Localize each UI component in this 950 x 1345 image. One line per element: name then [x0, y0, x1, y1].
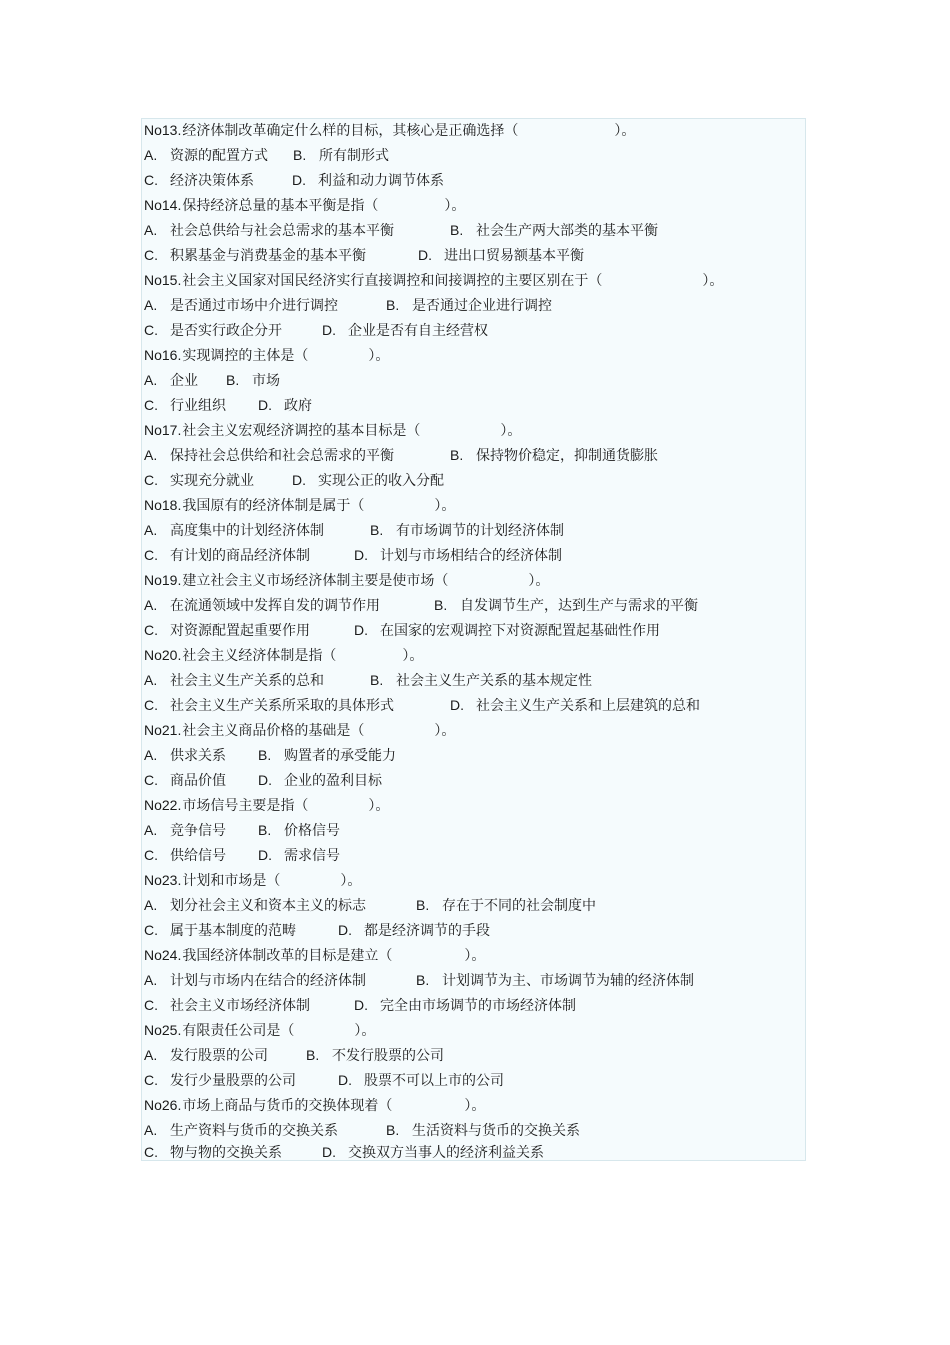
option-text: 高度集中的计划经济体制: [170, 523, 324, 539]
option-row: [144, 1069, 504, 1091]
option-text: 属于基本制度的范畴: [170, 923, 296, 939]
option-text: 需求信号: [284, 848, 340, 864]
option-text: 价格信号: [284, 823, 340, 839]
option-row: [144, 244, 584, 266]
option-text: 是否实行政企分开: [170, 323, 282, 339]
option-text: 经济决策体系: [170, 173, 254, 189]
option-text: 利益和动力调节体系: [318, 173, 444, 189]
option-label: D.: [292, 472, 306, 488]
question-stem: [144, 1094, 485, 1116]
question-number: No20.: [144, 647, 182, 663]
option-label: D.: [354, 547, 368, 563]
option-label: A.: [144, 1122, 158, 1138]
option-text: 不发行股票的公司: [332, 1048, 444, 1064]
option-row: [144, 594, 698, 616]
option-label: C.: [144, 547, 158, 563]
option-row: [144, 969, 694, 991]
option-text: 社会总供给与社会总需求的基本平衡: [170, 223, 394, 239]
question-stem: [144, 644, 423, 666]
option-text: 自发调节生产，达到生产与需求的平衡: [460, 598, 698, 614]
question-number: No17.: [144, 422, 182, 438]
question-stem: [144, 719, 455, 741]
option-label: D.: [292, 172, 306, 188]
option-label: A.: [144, 672, 158, 688]
option-text: 积累基金与消费基金的基本平衡: [170, 248, 366, 264]
option-text: 对资源配置起重要作用: [170, 623, 310, 639]
question-text: 经济体制改革确定什么样的目标，其核心是正确选择（: [182, 123, 519, 139]
option-row: [144, 369, 280, 391]
option-text: 实现公正的收入分配: [318, 473, 444, 489]
option-label: D.: [354, 622, 368, 638]
option-text: 是否通过企业进行调控: [412, 298, 552, 314]
option-label: D.: [450, 697, 464, 713]
question-number: No22.: [144, 797, 182, 813]
question-text: 社会主义商品价格的基础是（: [182, 723, 365, 739]
option-row: [144, 519, 564, 541]
option-label: C.: [144, 922, 158, 938]
question-text: 社会主义宏观经济调控的基本目标是（: [182, 423, 421, 439]
option-label: B.: [416, 897, 430, 913]
option-row: [144, 819, 340, 841]
option-label: D.: [258, 397, 272, 413]
option-text: 都是经济调节的手段: [364, 923, 490, 939]
option-text: 实现充分就业: [170, 473, 254, 489]
option-text: 物与物的交换关系: [170, 1145, 282, 1161]
question-text: 市场信号主要是指（: [182, 798, 309, 814]
option-label: B.: [226, 372, 240, 388]
option-row: [144, 844, 340, 866]
option-text: 社会主义生产关系的基本规定性: [396, 673, 592, 689]
option-text: 企业的盈利目标: [284, 773, 382, 789]
option-label: C.: [144, 172, 158, 188]
option-label: B.: [416, 972, 430, 988]
option-text: 竞争信号: [170, 823, 226, 839]
option-label: D.: [258, 847, 272, 863]
question-stem: [144, 494, 455, 516]
option-label: B.: [258, 822, 272, 838]
option-label: A.: [144, 747, 158, 763]
question-text: 社会主义经济体制是指（: [182, 648, 337, 664]
question-stem: [144, 944, 485, 966]
option-text: 存在于不同的社会制度中: [442, 898, 596, 914]
option-text: 社会主义市场经济体制: [170, 998, 310, 1014]
option-label: B.: [450, 222, 464, 238]
question-number: No16.: [144, 347, 182, 363]
question-text: 市场上商品与货币的交换体现着（: [182, 1098, 393, 1114]
question-stem: [144, 194, 465, 216]
option-row: [144, 994, 576, 1016]
option-label: B.: [386, 297, 400, 313]
question-close: ）。: [434, 498, 456, 514]
question-close: ）。: [354, 1023, 376, 1039]
option-text: 企业是否有自主经营权: [348, 323, 488, 339]
option-label: A.: [144, 522, 158, 538]
option-label: D.: [354, 997, 368, 1013]
option-label: A.: [144, 972, 158, 988]
option-text: 社会生产两大部类的基本平衡: [476, 223, 658, 239]
option-text: 保持物价稳定，抑制通货膨胀: [476, 448, 658, 464]
question-close: ）。: [464, 948, 486, 964]
option-text: 发行股票的公司: [170, 1048, 268, 1064]
option-label: A.: [144, 147, 158, 163]
option-row: [144, 669, 592, 691]
question-stem: [144, 869, 361, 891]
option-text: 社会主义生产关系的总和: [170, 673, 324, 689]
option-label: D.: [338, 1072, 352, 1088]
option-text: 供求关系: [170, 748, 226, 764]
question-text: 社会主义国家对国民经济实行直接调控和间接调控的主要区别在于（: [182, 273, 603, 289]
option-text: 股票不可以上市的公司: [364, 1073, 504, 1089]
option-text: 市场: [252, 373, 280, 389]
question-text: 计划和市场是（: [182, 873, 281, 889]
option-text: 发行少量股票的公司: [170, 1073, 296, 1089]
question-close: ）。: [368, 798, 390, 814]
question-text: 建立社会主义市场经济体制主要是使市场（: [182, 573, 449, 589]
option-label: C.: [144, 697, 158, 713]
option-text: 供给信号: [170, 848, 226, 864]
option-row: [144, 219, 658, 241]
option-text: 有市场调节的计划经济体制: [396, 523, 564, 539]
question-close: ）。: [368, 348, 390, 364]
option-label: C.: [144, 397, 158, 413]
option-label: C.: [144, 247, 158, 263]
option-text: 所有制形式: [319, 148, 389, 164]
option-text: 资源的配置方式: [170, 148, 268, 164]
option-row: [144, 444, 658, 466]
question-number: No23.: [144, 872, 182, 888]
option-label: D.: [338, 922, 352, 938]
option-label: B.: [258, 747, 272, 763]
option-label: B.: [293, 147, 307, 163]
question-close: ）。: [444, 198, 466, 214]
option-label: C.: [144, 1072, 158, 1088]
option-label: D.: [322, 1144, 336, 1160]
option-text: 行业组织: [170, 398, 226, 414]
question-number: No21.: [144, 722, 182, 738]
option-label: A.: [144, 822, 158, 838]
option-row: [144, 544, 562, 566]
question-stem: [144, 269, 723, 291]
question-number: No19.: [144, 572, 182, 588]
option-text: 商品价值: [170, 773, 226, 789]
option-label: A.: [144, 297, 158, 313]
question-close: ）。: [434, 723, 456, 739]
option-text: 进出口贸易额基本平衡: [444, 248, 584, 264]
option-label: A.: [144, 372, 158, 388]
question-stem: [144, 419, 521, 441]
option-text: 计划与市场内在结合的经济体制: [170, 973, 366, 989]
option-text: 在流通领域中发挥自发的调节作用: [170, 598, 380, 614]
question-number: No18.: [144, 497, 182, 513]
option-text: 购置者的承受能力: [284, 748, 396, 764]
option-label: D.: [322, 322, 336, 338]
option-label: B.: [450, 447, 464, 463]
option-label: C.: [144, 772, 158, 788]
option-text: 划分社会主义和资本主义的标志: [170, 898, 366, 914]
option-label: B.: [386, 1122, 400, 1138]
option-text: 保持社会总供给和社会总需求的平衡: [170, 448, 394, 464]
question-number: No15.: [144, 272, 182, 288]
option-label: C.: [144, 322, 158, 338]
question-close: ）。: [500, 423, 522, 439]
question-stem: [144, 569, 549, 591]
option-text: 政府: [284, 398, 312, 414]
question-stem: [144, 794, 389, 816]
option-row: [144, 319, 488, 341]
question-close: ）。: [614, 123, 636, 139]
option-row: [144, 769, 382, 791]
question-close: ）。: [464, 1098, 486, 1114]
question-close: ）。: [402, 648, 424, 664]
option-row: [144, 394, 312, 416]
question-number: No25.: [144, 1022, 182, 1038]
option-row: [144, 1044, 444, 1066]
question-text: 我国原有的经济体制是属于（: [182, 498, 365, 514]
question-number: No26.: [144, 1097, 182, 1113]
question-number: No13.: [144, 122, 182, 138]
question-close: ）。: [340, 873, 362, 889]
option-row: [144, 919, 490, 941]
option-row: [144, 1119, 580, 1141]
option-text: 完全由市场调节的市场经济体制: [380, 998, 576, 1014]
option-label: B.: [306, 1047, 320, 1063]
document-page: [141, 118, 806, 1161]
option-row: [144, 294, 552, 316]
option-label: B.: [370, 672, 384, 688]
question-close: ）。: [528, 573, 550, 589]
question-text: 有限责任公司是（: [182, 1023, 295, 1039]
option-row: [144, 894, 596, 916]
option-row: [144, 144, 389, 166]
option-label: A.: [144, 597, 158, 613]
question-text: 实现调控的主体是（: [182, 348, 309, 364]
option-label: D.: [258, 772, 272, 788]
option-text: 计划与市场相结合的经济体制: [380, 548, 562, 564]
option-text: 社会主义生产关系和上层建筑的总和: [476, 698, 700, 714]
option-row: [144, 469, 444, 491]
question-stem: [144, 344, 389, 366]
option-text: 企业: [170, 373, 198, 389]
option-row: [144, 169, 444, 191]
option-label: B.: [370, 522, 384, 538]
option-label: A.: [144, 447, 158, 463]
option-text: 生活资料与货币的交换关系: [412, 1123, 580, 1139]
option-label: A.: [144, 222, 158, 238]
question-text: 保持经济总量的基本平衡是指（: [182, 198, 379, 214]
option-label: C.: [144, 622, 158, 638]
option-label: C.: [144, 472, 158, 488]
option-text: 在国家的宏观调控下对资源配置起基础性作用: [380, 623, 660, 639]
option-label: C.: [144, 847, 158, 863]
option-label: B.: [434, 597, 448, 613]
option-label: C.: [144, 1144, 158, 1160]
option-label: C.: [144, 997, 158, 1013]
option-text: 有计划的商品经济体制: [170, 548, 310, 564]
question-stem: [144, 119, 635, 141]
option-label: A.: [144, 897, 158, 913]
option-text: 是否通过市场中介进行调控: [170, 298, 338, 314]
option-text: 社会主义生产关系所采取的具体形式: [170, 698, 394, 714]
option-text: 交换双方当事人的经济利益关系: [348, 1145, 544, 1161]
option-label: A.: [144, 1047, 158, 1063]
option-row: [144, 744, 396, 766]
question-number: No14.: [144, 197, 182, 213]
option-row: [144, 694, 700, 716]
option-text: 生产资料与货币的交换关系: [170, 1123, 338, 1139]
option-row: [144, 619, 660, 641]
option-text: 计划调节为主、市场调节为辅的经济体制: [442, 973, 694, 989]
option-row: [144, 1141, 544, 1163]
question-number: No24.: [144, 947, 182, 963]
question-close: ）。: [702, 273, 724, 289]
question-stem: [144, 1019, 375, 1041]
question-text: 我国经济体制改革的目标是建立（: [182, 948, 393, 964]
option-label: D.: [418, 247, 432, 263]
